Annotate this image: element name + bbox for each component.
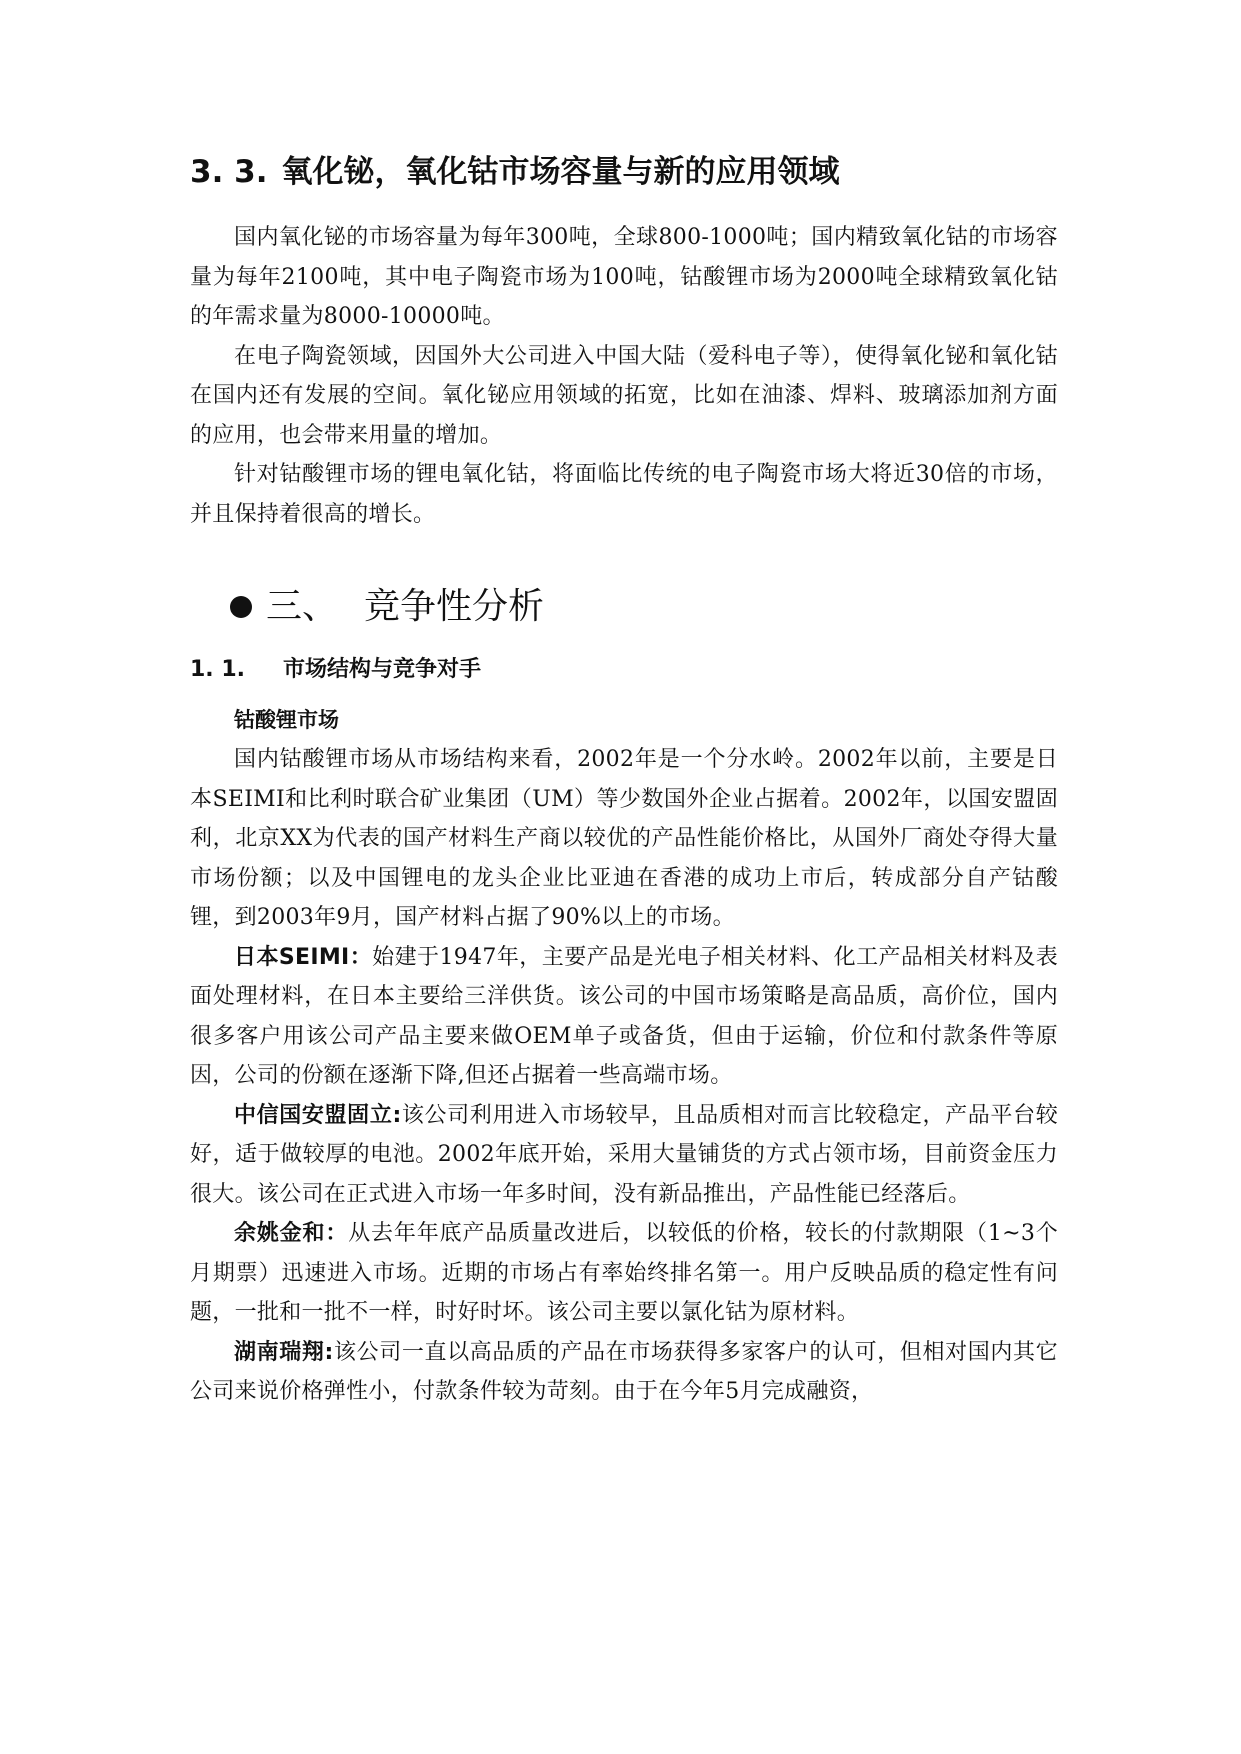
section-number: 1. 1.: [190, 657, 245, 682]
section-heading-3-3: [190, 150, 1058, 194]
section-title: 市场结构与竞争对手: [283, 657, 482, 682]
page-content: [190, 150, 1058, 1412]
section-title: 氧化铋，氧化钴市场容量与新的应用领域: [281, 154, 840, 190]
company-text: 该公司利用进入市场较早，且品质相对而言比较稳定，产品平台较好，适于做较厚的电池。2002年底开始，采用大量铺货的方式占领市场，目前资金压力很大。该公司在正式进入市场一年多时间，没有新品推出，产品性能已经落后。: [190, 1102, 1059, 1207]
company-paragraph: [190, 1333, 1058, 1412]
chapter-number: 三、: [266, 586, 339, 627]
company-text: 从去年年底产品质量改进后，以较低的价格，较长的付款期限（1~3个月期票）迅速进入市场。近期的市场占有率始终排名第一。用户反映品质的稳定性有问题，一批和一批不一样，时好时坏。该公司主要以氯化钴为原材料。: [190, 1221, 1058, 1325]
company-name: 中信国安盟固立:: [234, 1102, 402, 1128]
market-heading: 钴酸锂市场: [234, 708, 339, 732]
section-number: 3. 3.: [190, 154, 268, 190]
company-text: 始建于1947年，主要产品是光电子相关材料、化工产品相关材料及表面处理材料，在日本主要给三洋供货。该公司的中国市场策略是高品质，高价位，国内很多客户用该公司产品主要来做OEM单子或备货，但由于运输，价位和付款条件等原因，公司的份额在逐渐下降,但还占据着一些高端市场。: [190, 944, 1058, 1088]
paragraph: 针对钴酸锂市场的锂电氧化钴，将面临比传统的电子陶瓷市场大将近30倍的市场，并且保持着很高的增长。: [190, 462, 1058, 527]
company-text: 该公司一直以高品质的产品在市场获得多家客户的认可，但相对国内其它公司来说价格弹性小，付款条件较为苛刻。由于在今年5月完成融资，: [190, 1339, 1058, 1404]
company-paragraph: [190, 1096, 1058, 1215]
company-paragraph: [190, 1214, 1058, 1333]
paragraph: 国内氧化铋的市场容量为每年300吨，全球800-1000吨；国内精致氧化钴的市场容量为每年2100吨，其中电子陶瓷市场为100吨，钴酸锂市场为2000吨全球精致氧化钴的年需求量为8000-10000吨。: [190, 225, 1058, 329]
company-name: 余姚金和：: [234, 1221, 349, 1246]
chapter-title: 竞争性分析: [364, 586, 545, 627]
company-paragraph: [190, 938, 1058, 1096]
company-name: 日本SEIMI：: [234, 944, 373, 970]
paragraph: 在电子陶瓷领域，因国外大公司进入中国大陆（爱科电子等），使得氧化铋和氧化钴在国内还有发展的空间。氧化铋应用领域的拓宽，比如在油漆、焊料、玻璃添加剂方面的应用，也会带来用量的增加。: [190, 343, 1058, 448]
paragraph: 国内钴酸锂市场从市场结构来看，2002年是一个分水岭。2002年以前，主要是日本SEIMI和比利时联合矿业集团（UM）等少数国外企业占据着。2002年，以国安盟固利，北京XX为代表的国产材料生产商以较优的产品性能价格比，从国外厂商处夺得大量市场份额；以及中国锂电的龙头企业比亚迪在香港的成功上市后，转成部分自产钴酸锂，到2003年9月，国产材料占据了90%以上的市场。: [190, 747, 1058, 930]
section-heading-1-1: [190, 650, 1058, 690]
chapter-heading: [230, 582, 1058, 632]
company-name: 湖南瑞翔:: [234, 1339, 334, 1365]
bullet-icon: [230, 596, 252, 618]
